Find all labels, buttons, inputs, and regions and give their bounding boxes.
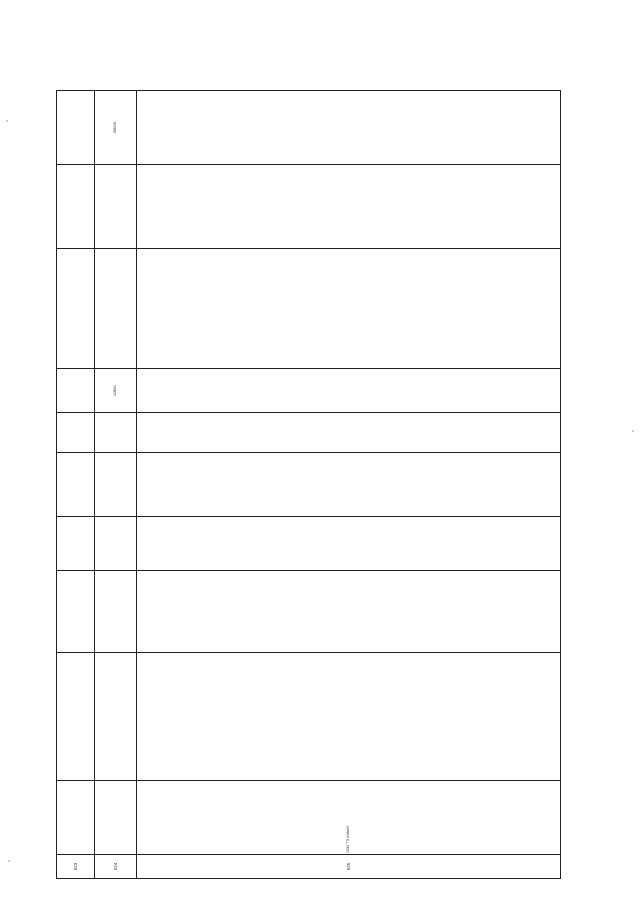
rotated-table-container (56, 91, 560, 879)
cell (137, 517, 561, 571)
cell-value: 268/105 (95, 91, 137, 165)
cell (95, 165, 137, 249)
cell-value: 128064 (95, 369, 137, 413)
cell (137, 91, 561, 165)
cell (137, 165, 561, 249)
cell (95, 453, 137, 517)
cell-organization: ООО "ТЭ Мобайл" (137, 781, 561, 855)
cell (57, 413, 95, 453)
cell (57, 453, 95, 517)
cell-number: 524 (95, 855, 137, 879)
cell-object (95, 653, 137, 781)
cell-object (137, 653, 561, 781)
scan-artifact (632, 430, 634, 432)
cell (95, 571, 137, 653)
table-row (137, 91, 561, 879)
cell-organization (95, 781, 137, 855)
cell (95, 249, 137, 369)
cell (57, 91, 95, 165)
scan-artifact (6, 120, 8, 122)
cell (57, 369, 95, 413)
cell (57, 517, 95, 571)
cell-number: 525 (137, 855, 561, 879)
table-row (95, 91, 137, 879)
cell-number: 523 (57, 855, 95, 879)
cell (95, 413, 137, 453)
cell (57, 249, 95, 369)
cell-organization (57, 781, 95, 855)
scan-artifact (8, 860, 10, 862)
cell (95, 517, 137, 571)
cell (57, 571, 95, 653)
cell (57, 165, 95, 249)
table-row (57, 91, 95, 879)
cell (137, 413, 561, 453)
cell (137, 249, 561, 369)
cell (137, 453, 561, 517)
cell (137, 571, 561, 653)
cell-object (57, 653, 95, 781)
data-table (56, 90, 561, 879)
cell (137, 369, 561, 413)
